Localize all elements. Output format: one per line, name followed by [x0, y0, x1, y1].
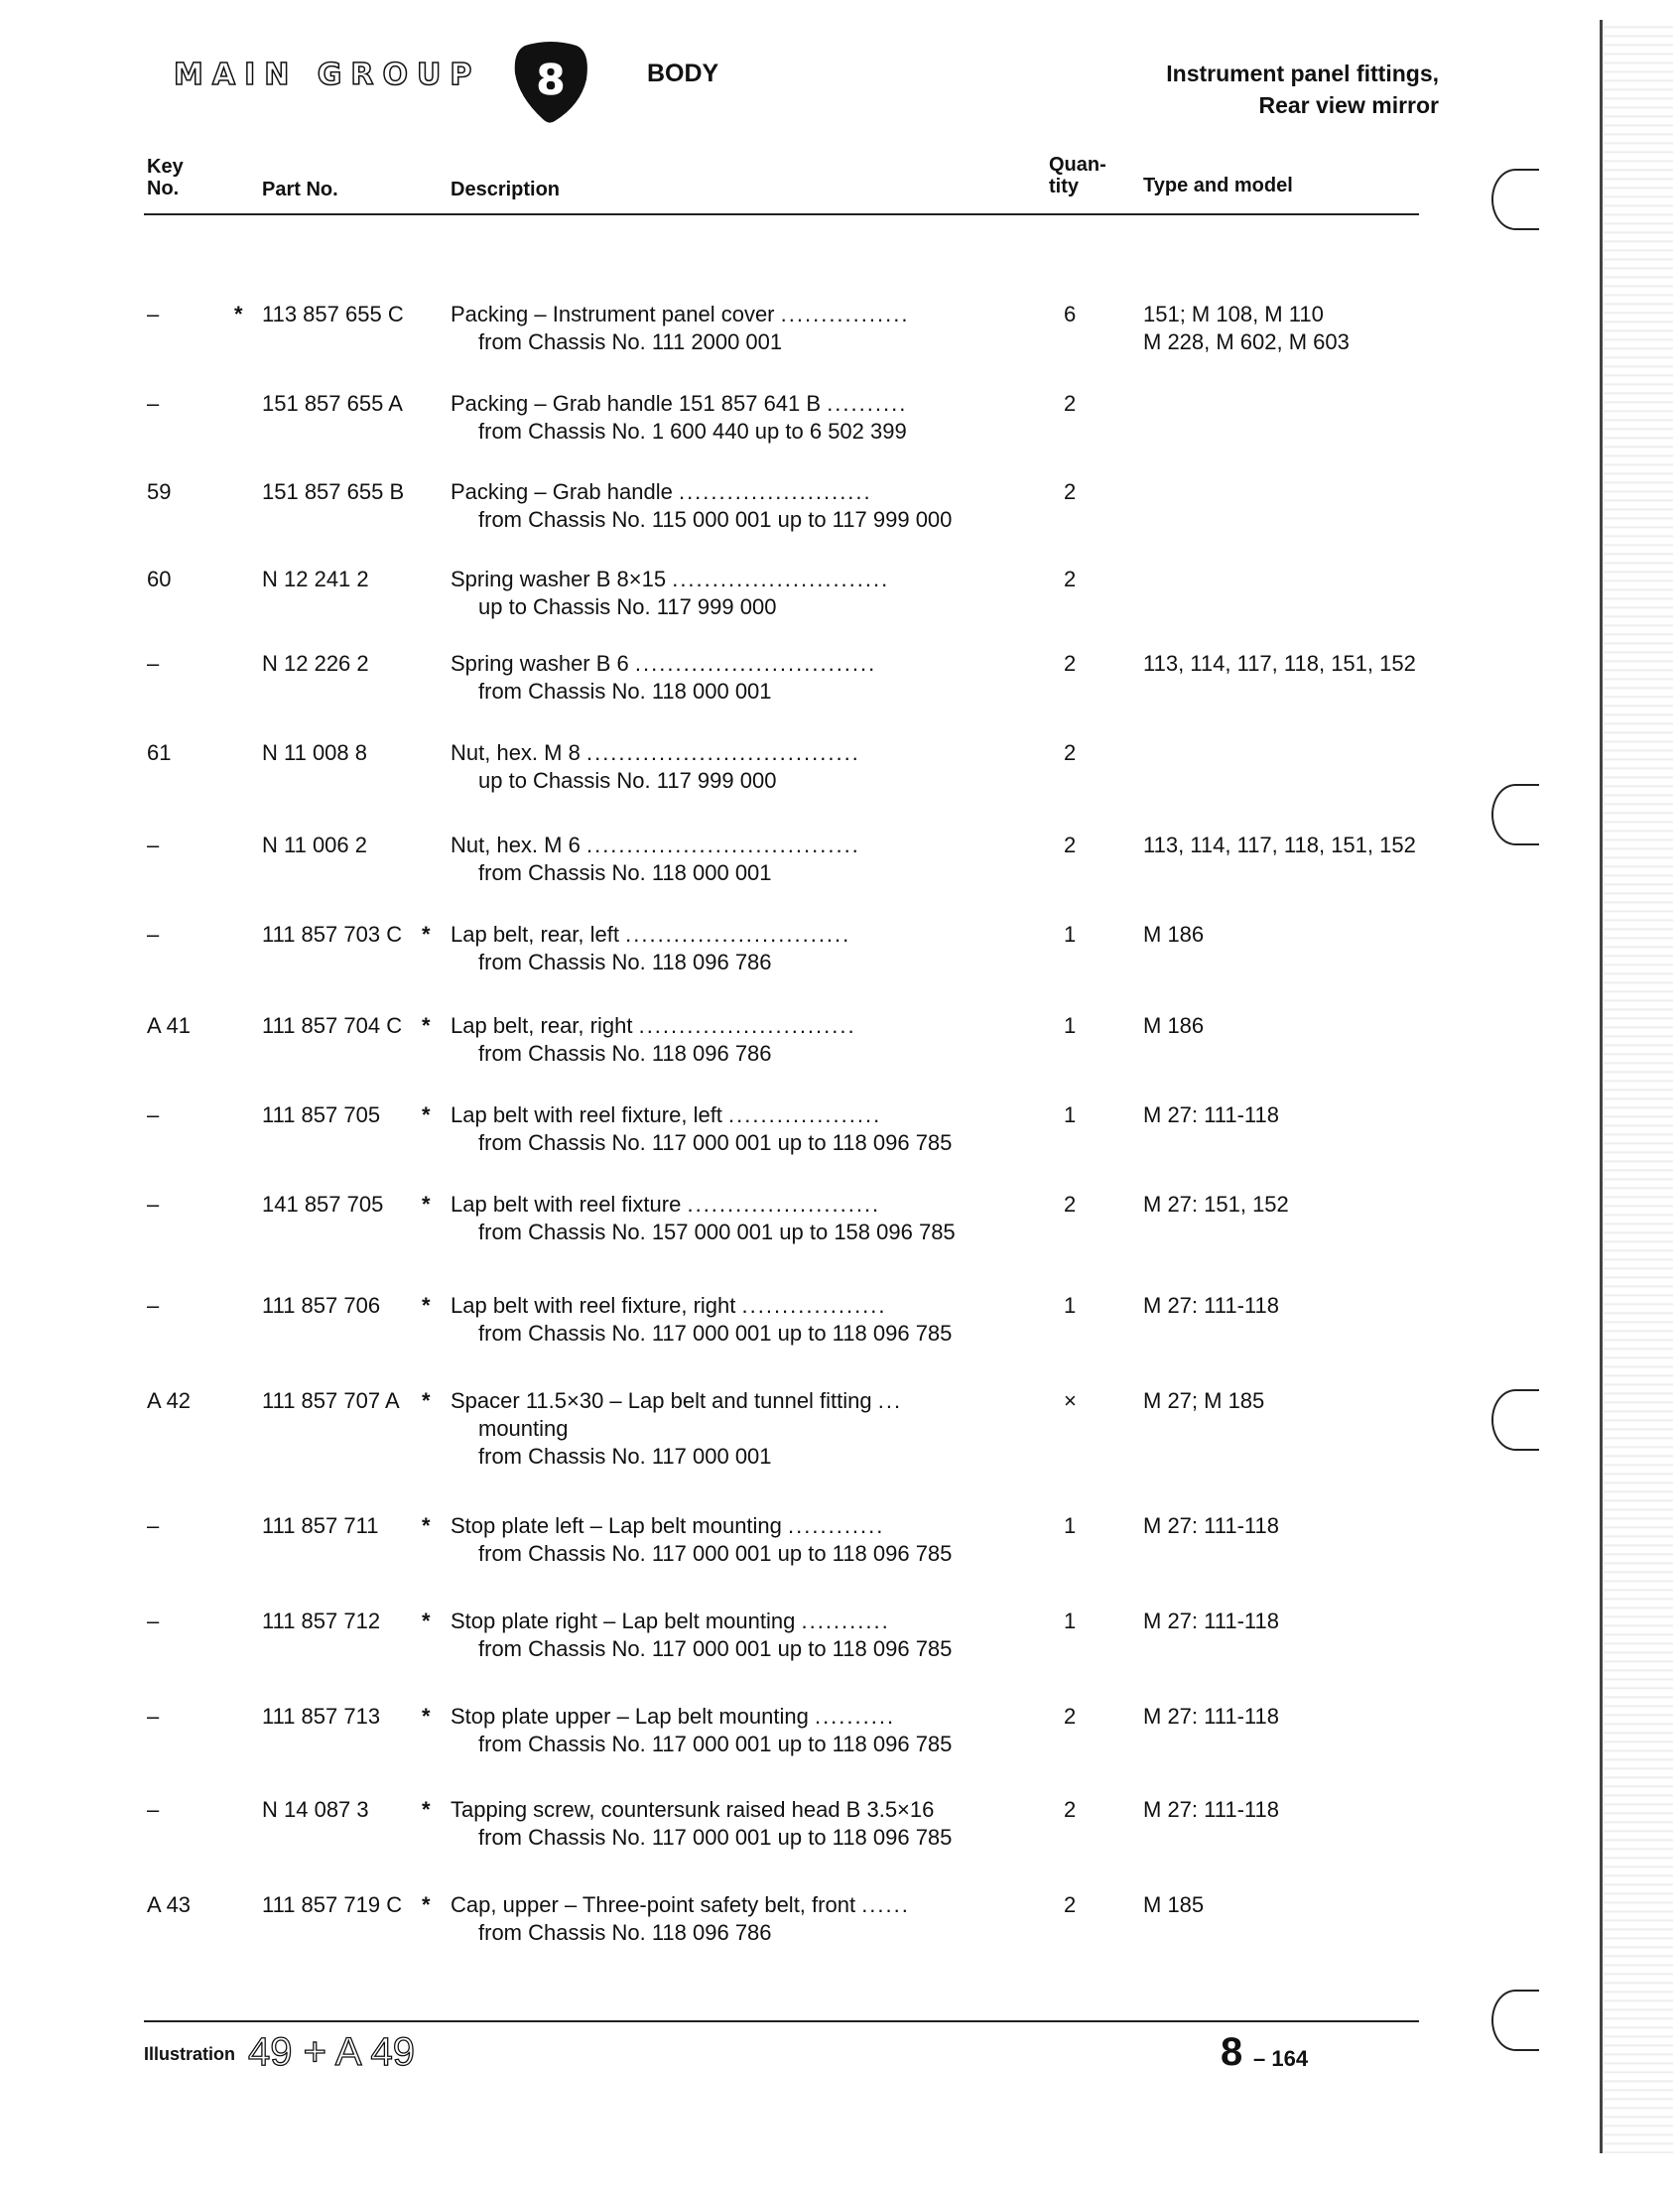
- parts-row: [0, 390, 1680, 444]
- description-main: Spacer 11.5×30 – Lap belt and tunnel fitting: [451, 1388, 872, 1413]
- parts-row: [0, 832, 1680, 885]
- type-model-line: M 228, M 602, M 603: [1143, 329, 1350, 354]
- quantity: 1: [1064, 1102, 1077, 1127]
- parts-row: [0, 1608, 1680, 1661]
- part-no: N 12 226 2: [262, 651, 369, 676]
- description-sub: up to Chassis No. 117 999 000: [478, 594, 777, 619]
- new-part-star: *: [422, 1609, 431, 1633]
- description: [451, 301, 909, 356]
- parts-row: [0, 921, 1680, 974]
- parts-row: [0, 1191, 1680, 1244]
- type-model: [1143, 1891, 1204, 1919]
- footer-rule: [144, 2020, 1419, 2022]
- description: [451, 1891, 910, 1947]
- description-sub: from Chassis No. 118 000 001: [478, 860, 772, 885]
- type-model: [1143, 1512, 1279, 1540]
- description-main: Lap belt, rear, left: [451, 922, 619, 947]
- type-model: [1143, 1387, 1264, 1415]
- col-key-no: Key No.: [147, 156, 184, 199]
- binder-hole-top: [1491, 169, 1539, 230]
- new-part-star: *: [422, 1293, 431, 1318]
- type-model-line: 113, 114, 117, 118, 151, 152: [1143, 651, 1416, 676]
- key-no: –: [147, 1192, 160, 1217]
- new-part-star: *: [422, 1797, 431, 1822]
- description-main: Spring washer B 8×15: [451, 567, 667, 591]
- group-number: 8: [536, 56, 566, 104]
- description: [451, 650, 876, 706]
- leader-dots: ................: [780, 302, 910, 326]
- parts-row: [0, 566, 1680, 619]
- quantity: 1: [1064, 922, 1077, 947]
- leader-dots: ..........: [814, 1704, 896, 1729]
- binder-hole-bottom: [1491, 1990, 1539, 2051]
- part-no: 111 857 711: [262, 1513, 379, 1538]
- page-edge: [1600, 20, 1603, 2153]
- leader-dots: ..................................: [585, 740, 860, 765]
- parts-row: [0, 478, 1680, 532]
- header-rule: [144, 213, 1419, 215]
- page-number-minor: – 164: [1253, 2046, 1309, 2071]
- type-model: [1143, 1608, 1279, 1635]
- type-model-line: M 27: 111-118: [1143, 1513, 1279, 1538]
- description-main: Lap belt with reel fixture: [451, 1192, 682, 1217]
- type-model-line: M 27: 111-118: [1143, 1797, 1279, 1822]
- quantity: 1: [1064, 1293, 1077, 1318]
- key-no: –: [147, 302, 160, 326]
- quantity: 2: [1064, 1704, 1077, 1729]
- col-description: Description: [451, 179, 561, 200]
- leader-dots: ..........: [827, 391, 908, 416]
- description-sub: from Chassis No. 118 000 001: [478, 679, 772, 704]
- leader-dots: ............................: [625, 922, 851, 947]
- subtitle-line-1: Instrument panel fittings,: [1166, 61, 1439, 86]
- type-model-line: M 27: 111-118: [1143, 1704, 1279, 1729]
- part-no: 111 857 707 A: [262, 1388, 400, 1413]
- quantity: 1: [1064, 1609, 1077, 1633]
- description-sub: from Chassis No. 117 000 001 up to 118 096 785: [478, 1541, 953, 1566]
- description: [451, 1608, 952, 1663]
- part-no: 111 857 704 C: [262, 1013, 403, 1038]
- binder-hole-upper-mid: [1491, 784, 1539, 845]
- new-part-star: *: [422, 1013, 431, 1038]
- binder-hole-lower-mid: [1491, 1389, 1539, 1451]
- parts-row: [0, 1012, 1680, 1066]
- group-number-badge: [511, 40, 590, 123]
- new-part-star: *: [422, 922, 431, 947]
- leader-dots: ...........: [801, 1609, 890, 1633]
- description-sub: from Chassis No. 111 2000 001: [478, 329, 783, 354]
- key-no: A 41: [147, 1013, 192, 1038]
- key-no: –: [147, 1513, 160, 1538]
- description: [451, 1387, 902, 1471]
- leader-dots: ...: [877, 1388, 903, 1413]
- new-part-star: *: [422, 1892, 431, 1917]
- type-model-line: 113, 114, 117, 118, 151, 152: [1143, 833, 1416, 857]
- description-sub: from Chassis No. 115 000 001 up to 117 999 000: [478, 507, 953, 532]
- description-sub: from Chassis No. 117 000 001 up to 118 096 785: [478, 1321, 953, 1346]
- leader-dots: ......: [861, 1892, 910, 1917]
- quantity: 1: [1064, 1513, 1077, 1538]
- description-sub: from Chassis No. 117 000 001: [478, 1444, 772, 1469]
- description-main: Stop plate upper – Lap belt mounting: [451, 1704, 809, 1729]
- section-title: BODY: [647, 60, 719, 87]
- quantity: 2: [1064, 479, 1077, 504]
- leader-dots: ........................: [687, 1192, 881, 1217]
- description-sub: up to Chassis No. 117 999 000: [478, 768, 777, 793]
- type-model-line: M 27: 151, 152: [1143, 1192, 1289, 1217]
- parts-row: [0, 1796, 1680, 1850]
- description-main: Packing – Grab handle 151 857 641 B: [451, 391, 822, 416]
- type-model: [1143, 1703, 1279, 1731]
- description-main: Packing – Grab handle: [451, 479, 673, 504]
- description-sub: from Chassis No. 118 096 786: [478, 1041, 772, 1066]
- type-model-line: M 27: 111-118: [1143, 1609, 1279, 1633]
- part-no: 151 857 655 A: [262, 391, 403, 416]
- col-type-model: Type and model: [1143, 175, 1293, 196]
- type-model: [1143, 1012, 1204, 1040]
- leader-dots: ...................: [728, 1102, 882, 1127]
- leader-dots: ............: [788, 1513, 885, 1538]
- description-sub: from Chassis No. 117 000 001 up to 118 096 785: [478, 1825, 953, 1850]
- description: [451, 1703, 952, 1758]
- type-model-line: M 27: 111-118: [1143, 1293, 1279, 1318]
- key-no: –: [147, 651, 160, 676]
- description-main: Lap belt with reel fixture, left: [451, 1102, 722, 1127]
- new-part-star: *: [422, 1388, 431, 1413]
- description-main: Stop plate right – Lap belt mounting: [451, 1609, 796, 1633]
- new-part-star: *: [422, 1102, 431, 1127]
- description-main: Cap, upper – Three-point safety belt, front: [451, 1892, 856, 1917]
- key-no: –: [147, 1704, 160, 1729]
- page-number-major: 8: [1221, 2030, 1243, 2074]
- page-edge-shadow: [1604, 20, 1673, 2153]
- type-model: [1143, 921, 1204, 949]
- parts-row: [0, 739, 1680, 793]
- quantity: ×: [1064, 1388, 1077, 1413]
- type-model-line: M 186: [1143, 922, 1205, 947]
- type-model-line: 151; M 108, M 110: [1143, 302, 1324, 326]
- key-no: –: [147, 1797, 160, 1822]
- new-part-star: *: [422, 1513, 431, 1538]
- description-sub: from Chassis No. 117 000 001 up to 118 096 785: [478, 1636, 953, 1661]
- part-no: 111 857 703 C: [262, 922, 403, 947]
- quantity: 2: [1064, 740, 1077, 765]
- parts-row: [0, 1292, 1680, 1346]
- leader-dots: ...........................: [672, 567, 890, 591]
- description-sub: from Chassis No. 118 096 786: [478, 1920, 772, 1945]
- key-no: 60: [147, 567, 172, 591]
- description: [451, 1512, 952, 1568]
- description: [451, 832, 860, 887]
- quantity: 2: [1064, 567, 1077, 591]
- description-main: Nut, hex. M 8: [451, 740, 581, 765]
- new-part-star: *: [422, 1704, 431, 1729]
- section-subtitle: [1022, 58, 1439, 121]
- description-sub: from Chassis No. 117 000 001 up to 118 096 785: [478, 1732, 953, 1756]
- leader-dots: ..............................: [634, 651, 877, 676]
- type-model: [1143, 1292, 1279, 1320]
- new-part-star: *: [234, 302, 243, 326]
- part-no: 111 857 706: [262, 1293, 381, 1318]
- illustration-ref: 49 + A 49: [248, 2030, 415, 2074]
- type-model: [1143, 832, 1416, 859]
- description: [451, 921, 850, 976]
- key-no: 61: [147, 740, 172, 765]
- type-model: [1143, 1191, 1289, 1219]
- description: [451, 1101, 952, 1157]
- key-no: –: [147, 1609, 160, 1633]
- parts-row: [0, 1891, 1680, 1945]
- parts-row: [0, 1703, 1680, 1756]
- description-main: Tapping screw, countersunk raised head B 3.5×16: [451, 1797, 935, 1822]
- illustration-label: Illustration: [144, 2044, 236, 2064]
- part-no: N 14 087 3: [262, 1797, 369, 1822]
- parts-row: [0, 301, 1680, 354]
- quantity: 2: [1064, 1192, 1077, 1217]
- description: [451, 1796, 952, 1852]
- leader-dots: ...........................: [638, 1013, 856, 1038]
- quantity: 6: [1064, 302, 1077, 326]
- leader-dots: ..................................: [585, 833, 860, 857]
- type-model: [1143, 1101, 1279, 1129]
- parts-row: [0, 1387, 1680, 1469]
- type-model-line: M 186: [1143, 1013, 1205, 1038]
- quantity: 2: [1064, 391, 1077, 416]
- part-no: 141 857 705: [262, 1192, 384, 1217]
- part-no: 111 857 719 C: [262, 1892, 403, 1917]
- description-sub: from Chassis No. 118 096 786: [478, 950, 772, 974]
- description-sub: mounting: [478, 1416, 569, 1441]
- key-no: A 43: [147, 1892, 192, 1917]
- col-part-no: Part No.: [262, 179, 338, 200]
- description-main: Lap belt, rear, right: [451, 1013, 633, 1038]
- part-no: 113 857 655 C: [262, 302, 404, 326]
- quantity: 1: [1064, 1013, 1077, 1038]
- part-no: 151 857 655 B: [262, 479, 405, 504]
- description: [451, 1191, 956, 1246]
- part-no: N 11 008 8: [262, 740, 368, 765]
- type-model-line: M 27: 111-118: [1143, 1102, 1279, 1127]
- description: [451, 478, 952, 534]
- new-part-star: *: [422, 1192, 431, 1217]
- parts-row: [0, 650, 1680, 704]
- key-no: –: [147, 833, 160, 857]
- main-group-title: MAIN GROUP: [174, 58, 481, 92]
- part-no: N 11 006 2: [262, 833, 368, 857]
- type-model-line: M 27; M 185: [1143, 1388, 1265, 1413]
- part-no: 111 857 713: [262, 1704, 381, 1729]
- type-model: [1143, 301, 1350, 356]
- description-sub: from Chassis No. 157 000 001 up to 158 096 785: [478, 1220, 956, 1244]
- description: [451, 566, 889, 621]
- description: [451, 1012, 856, 1068]
- type-model: [1143, 1796, 1279, 1824]
- description-sub: from Chassis No. 117 000 001 up to 118 096 785: [478, 1130, 953, 1155]
- key-no: –: [147, 1102, 160, 1127]
- subtitle-line-2: Rear view mirror: [1258, 92, 1439, 118]
- type-model-line: M 185: [1143, 1892, 1205, 1917]
- parts-row: [0, 1101, 1680, 1155]
- description-sub: from Chassis No. 1 600 440 up to 6 502 399: [478, 419, 907, 444]
- leader-dots: ..................: [741, 1293, 887, 1318]
- description: [451, 390, 907, 446]
- key-no: 59: [147, 479, 172, 504]
- description: [451, 1292, 952, 1348]
- parts-row: [0, 1512, 1680, 1566]
- description: [451, 739, 860, 795]
- key-no: A 42: [147, 1388, 192, 1413]
- leader-dots: ........................: [678, 479, 872, 504]
- quantity: 2: [1064, 833, 1077, 857]
- quantity: 2: [1064, 1892, 1077, 1917]
- description-main: Spring washer B 6: [451, 651, 629, 676]
- quantity: 2: [1064, 1797, 1077, 1822]
- part-no: 111 857 712: [262, 1609, 381, 1633]
- description-main: Lap belt with reel fixture, right: [451, 1293, 736, 1318]
- type-model: [1143, 650, 1416, 678]
- description-main: Packing – Instrument panel cover: [451, 302, 775, 326]
- quantity: 2: [1064, 651, 1077, 676]
- part-no: N 12 241 2: [262, 567, 369, 591]
- col-quantity: Quan- tity: [1049, 154, 1106, 197]
- part-no: 111 857 705: [262, 1102, 381, 1127]
- key-no: –: [147, 1293, 160, 1318]
- description-main: Nut, hex. M 6: [451, 833, 581, 857]
- key-no: –: [147, 922, 160, 947]
- key-no: –: [147, 391, 160, 416]
- description-main: Stop plate left – Lap belt mounting: [451, 1513, 782, 1538]
